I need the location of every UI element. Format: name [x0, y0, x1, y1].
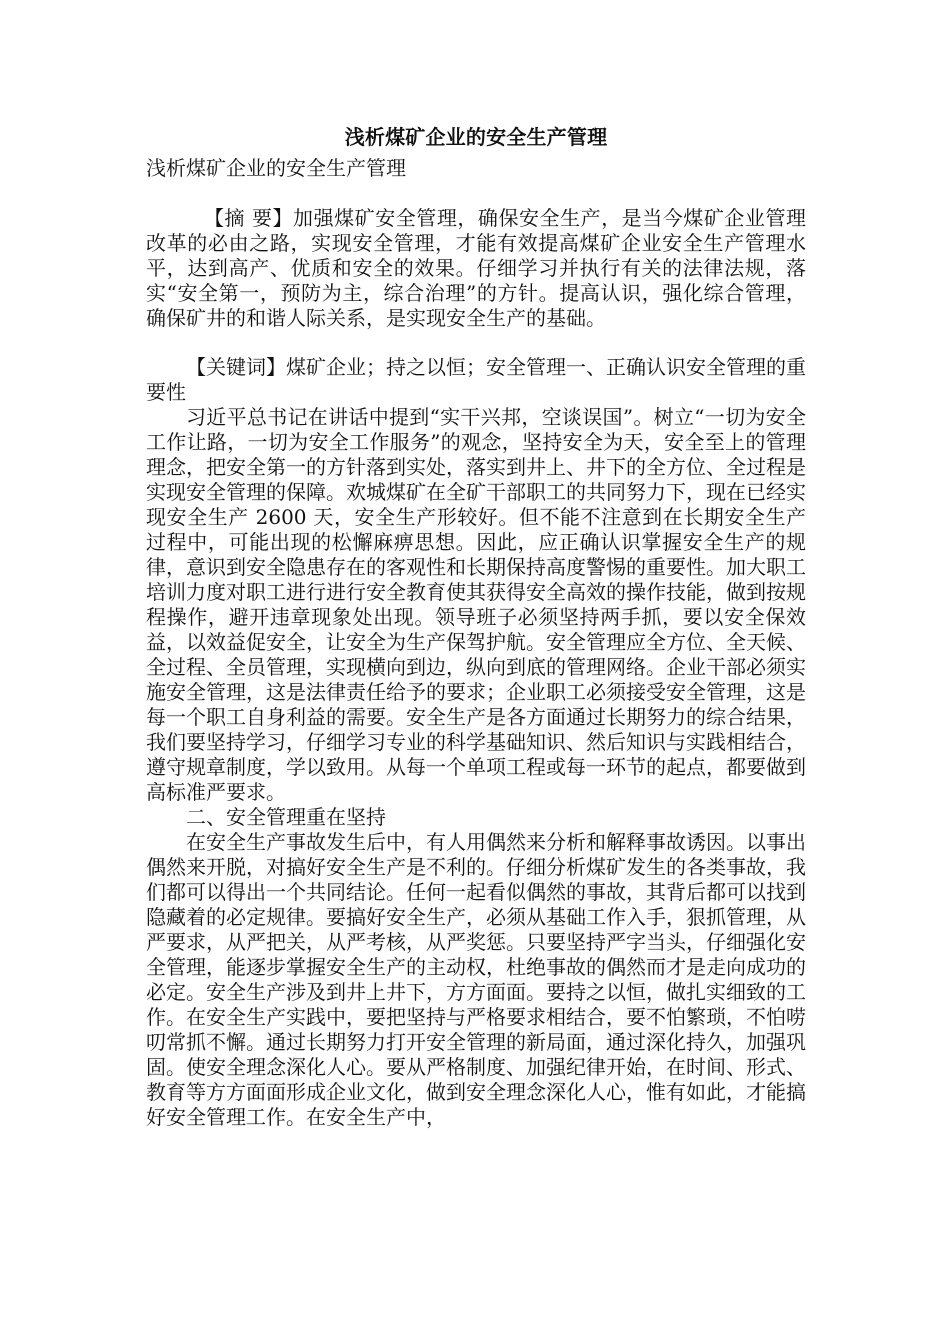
section-heading-2: 二、安全管理重在坚持 [186, 805, 386, 829]
keywords-paragraph: 【关键词】煤矿企业；持之以恒；安全管理一、正确认识安全管理的重要性 [146, 355, 806, 404]
document-title: 浅析煤矿企业的安全生产管理 [344, 125, 608, 149]
spacer [146, 331, 806, 355]
spacer [146, 182, 806, 206]
body-paragraph-1: 习近平总书记在讲话中提到“实干兴邦，空谈误国”。树立“一切为安全工作让路，一切为安全工作服务”的观念，坚持安全为天，安全至上的管理理念，把安全第一的方针落到实处，落实到井上、井下的全方位、全过程是实现安全管理的保障。欢城煤矿在全矿干部职工的共同努力下，现在已经实现安全生产 2600 天，安全生产形较好。但不能不注意到在长期安全生产过程中，可能出现的松懈麻痹思想。因此，应正确认识掌握安全生产的规律，意识到安全隐患存在的客观性和长期保持高度警惕的重要性。加大职工培训力度对职工进行进行安全教育使其获得安全高效的操作技能，做到按规程操作，避开违章现象处出现。领导班子必须坚持两手抓，要以安全保效益，以效益促安全，让安全为生产保驾护航。安全管理应全方位、全天候、全过程、全员管理，实现横向到边，纵向到底的管理网络。企业干部必须实施安全管理，这是法律责任给予的要求；企业职工必须接受安全管理，这是每一个职工自身利益的需要。安全生产是各方面通过长期努力的综合结果，我们要坚持学习，仔细学习专业的科学基础知识、然后知识与实践相结合，遵守规章制度，学以致用。从每一个单项工程或每一环节的起点，都要做到高标准严要求。 [146, 405, 806, 804]
abstract-paragraph: 【摘 要】加强煤矿安全管理，确保安全生产，是当今煤矿企业管理改革的必由之路，实现安全管理，才能有效提高煤矿企业安全生产管理水平，达到高产、优质和安全的效果。仔细学习并执行有关的法律法规，落实“安全第一，预防为主，综合治理”的方针。提高认识，强化综合管理，确保矿井的和谐人际关系，是实现安全生产的基础。 [146, 206, 806, 330]
body-paragraph-2: 在安全生产事故发生后中，有人用偶然来分析和解释事故诱因。以事出偶然来开脱，对搞好安全生产是不利的。仔细分析煤矿发生的各类事故，我们都可以得出一个共同结论。任何一起看似偶然的事故，其背后都可以找到隐藏着的必定规律。要搞好安全生产，必须从基础工作入手，狠抓管理，从严要求，从严把关，从严考核，从严奖惩。只要坚持严字当头，仔细强化安全管理，能逐步掌握安全生产的主动权，杜绝事故的偶然而才是走向成功的必定。安全生产涉及到井上井下，方方面面。要持之以恒，做扎实细致的工作。在安全生产实践中，要把坚持与严格要求相结合，要不怕繁琐，不怕唠叨常抓不懈。通过长期努力打开安全管理的新局面，通过深化持久，加强巩固。使安全理念深化人心。要从严格制度、加强纪律开始，在时间、形式、教育等方方面面形成企业文化，做到安全理念深化人心，惟有如此，才能搞好安全管理工作。在安全生产中， [146, 830, 806, 1129]
document-page [146, 120, 806, 1130]
document-subtitle: 浅析煤矿企业的安全生产管理 [146, 156, 406, 180]
